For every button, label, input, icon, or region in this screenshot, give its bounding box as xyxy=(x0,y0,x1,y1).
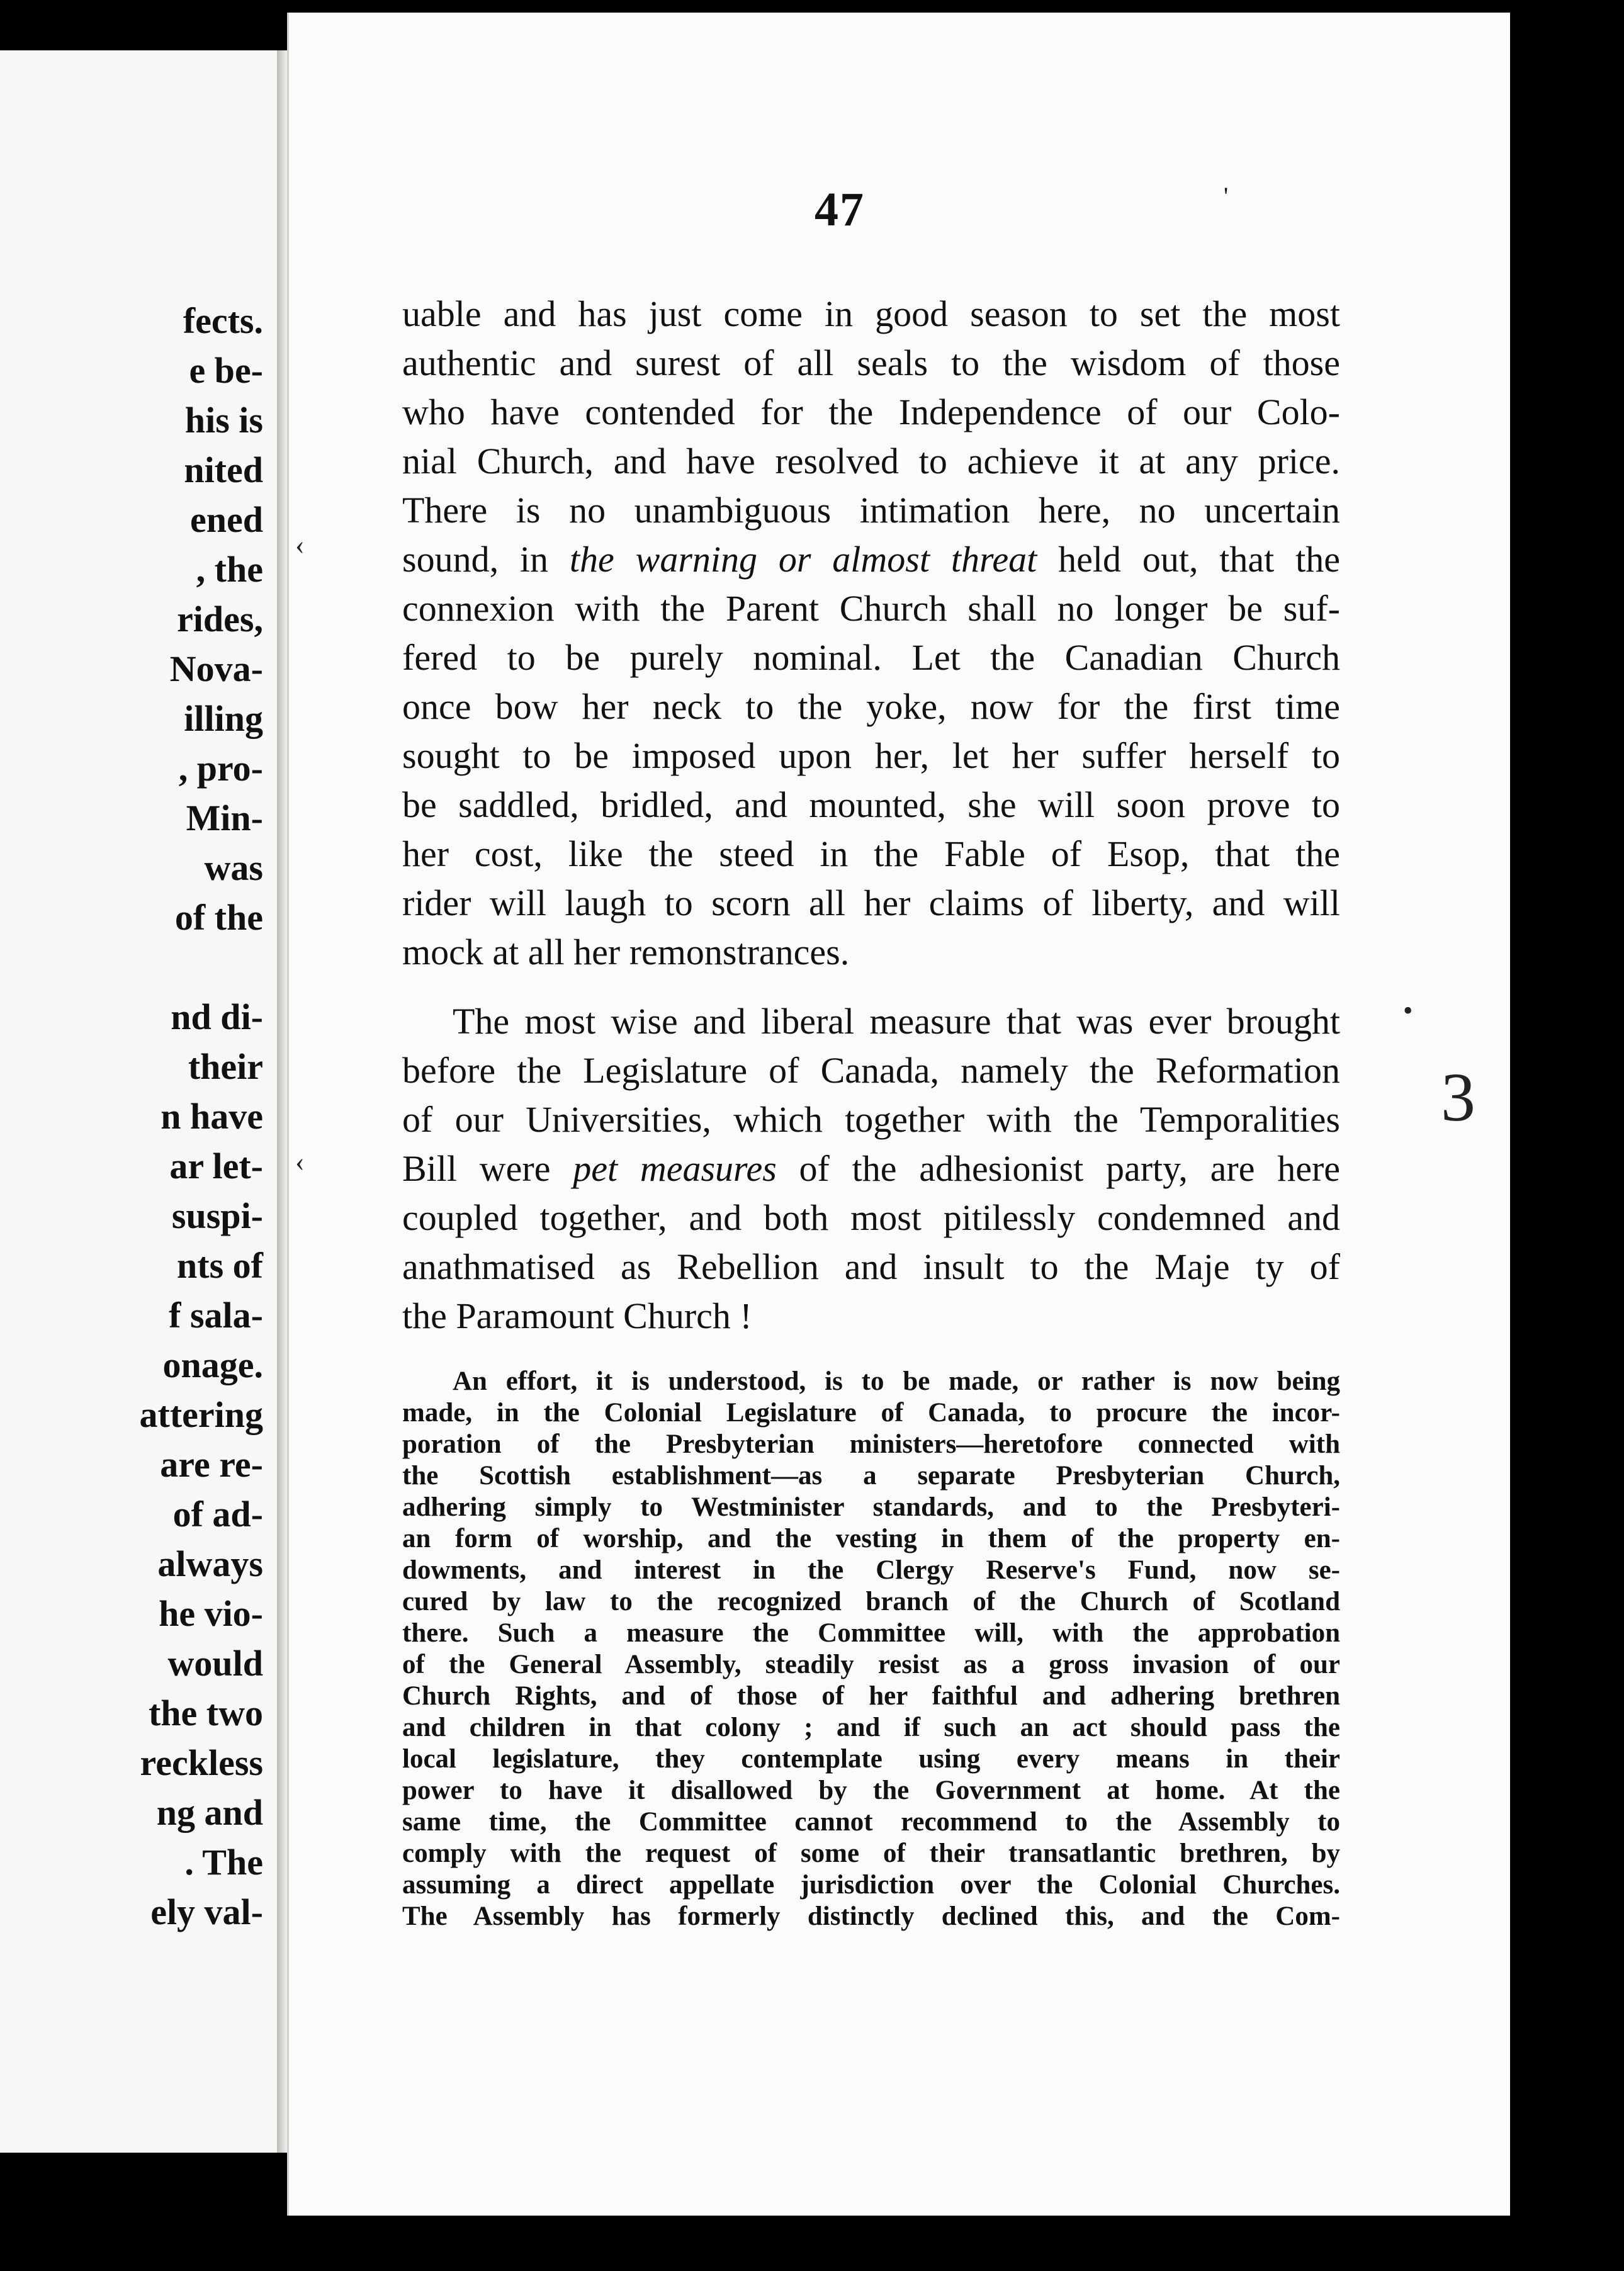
left-page-line: nited xyxy=(184,449,263,490)
left-page-line: are re- xyxy=(160,1444,263,1485)
left-page-line: , the xyxy=(196,549,263,590)
text-fragment: sound, in xyxy=(402,539,570,580)
margin-mark: ‹ xyxy=(295,529,305,560)
footnote-line: poration of the Presbyterian ministers—heretofore connected with xyxy=(402,1429,1340,1459)
text-line: sought to be imposed upon her, let her suffer herself to xyxy=(402,735,1340,776)
text-line: connexion with the Parent Church shall no longer be suf- xyxy=(402,588,1340,629)
left-page-line: the two xyxy=(148,1693,263,1733)
left-page-line: of the xyxy=(174,897,263,938)
left-page-line: suspi- xyxy=(171,1195,263,1236)
footnote-line: the Scottish establishment—as a separate Presbyterian Church, xyxy=(402,1461,1340,1491)
left-page-line: nts of xyxy=(177,1245,263,1286)
text-line: the Paramount Church ! xyxy=(402,1295,752,1336)
left-page-line: . The xyxy=(184,1842,263,1883)
left-page-line: fects. xyxy=(183,300,263,341)
text-line: her cost, like the steed in the Fable of Esop, that the xyxy=(402,833,1340,874)
left-page-line: his is xyxy=(184,400,263,441)
footnote-line: cured by law to the recognized branch of the Church of Scotland xyxy=(402,1587,1340,1616)
left-page-line: ar let- xyxy=(169,1146,263,1186)
text-line: rider will laugh to scorn all her claims of liberty, and will xyxy=(402,882,1340,923)
left-page-line: was xyxy=(204,847,263,888)
left-page-line: he vio- xyxy=(159,1593,263,1634)
footnote-line: power to have it disallowed by the Government at home. At the xyxy=(402,1776,1340,1805)
left-page-line: reckless xyxy=(140,1742,263,1783)
text-line: who have contended for the Independence of our Colo- xyxy=(402,392,1340,432)
book-gutter xyxy=(277,50,287,2153)
footnote-line: Church Rights, and of those of her faithful and adhering brethren xyxy=(402,1681,1340,1711)
left-page-line: , pro- xyxy=(178,748,263,789)
left-page-line: attering xyxy=(139,1394,263,1435)
text-fragment: held out, that the xyxy=(1037,539,1340,580)
text-line xyxy=(402,1144,1340,1193)
footnote-line: assuming a direct appellate jurisdiction over the Colonial Churches. xyxy=(402,1870,1340,1900)
margin-mark: • xyxy=(1403,995,1413,1026)
footnote xyxy=(402,1366,1340,1932)
footnote-line: an form of worship, and the vesting in them of the property en- xyxy=(402,1524,1340,1553)
main-page xyxy=(287,13,1510,2216)
left-page-line xyxy=(140,942,264,992)
text-line: There is no unambiguous intimation here, no uncertain xyxy=(402,490,1340,531)
left-page-line: nd di- xyxy=(171,996,263,1037)
text-fragment: Bill were xyxy=(402,1148,573,1189)
text-line: uable and has just come in good season to set the most xyxy=(402,293,1340,334)
footnote-line: same time, the Committee cannot recommend to the Assembly to xyxy=(402,1807,1340,1837)
margin-mark: 3 xyxy=(1441,1059,1475,1136)
page-number: 47 xyxy=(815,183,865,236)
left-page-line: of ad- xyxy=(172,1494,263,1535)
footnote-line: dowments, and interest in the Clergy Reserve's Fund, now se- xyxy=(402,1555,1340,1585)
text-line: be saddled, bridled, and mounted, she will soon prove to xyxy=(402,784,1340,825)
text-line: nial Church, and have resolved to achieve it at any price. xyxy=(402,441,1340,482)
text-line xyxy=(402,535,1340,584)
left-page-text xyxy=(140,296,264,1937)
footnote-line: comply with the request of some of their transatlantic brethren, by xyxy=(402,1839,1340,1868)
text-line: mock at all her remonstrances. xyxy=(402,932,850,972)
footnote-line: The Assembly has formerly distinctly declined this, and the Com- xyxy=(402,1902,1340,1931)
paragraph-2 xyxy=(402,997,1340,1341)
margin-mark: ‹ xyxy=(295,1146,305,1177)
text-line: The most wise and liberal measure that was ever brought xyxy=(453,1001,1340,1042)
text-line: anathmatised as Rebellion and insult to the Maje ty of xyxy=(402,1246,1340,1287)
footnote-line: there. Such a measure the Committee will, with the approbation xyxy=(402,1618,1340,1648)
footnote-line: made, in the Colonial Legislature of Canada, to procure the incor- xyxy=(402,1398,1340,1428)
left-facing-page xyxy=(0,50,279,2153)
left-page-line: would xyxy=(167,1643,263,1684)
left-page-line: their xyxy=(188,1046,263,1087)
text-line: before the Legislature of Canada, namely the Reformation xyxy=(402,1050,1340,1091)
text-line: coupled together, and both most pitilessly condemned and xyxy=(402,1197,1340,1238)
footnote-line: local legislature, they contemplate using every means in their xyxy=(402,1744,1340,1774)
left-page-line: n have xyxy=(161,1096,263,1137)
page-mark: ' xyxy=(1224,182,1229,210)
text-line: authentic and surest of all seals to the wisdom of those xyxy=(402,342,1340,383)
text-fragment: of the adhesionist party, are here xyxy=(776,1148,1340,1189)
left-page-line: rides, xyxy=(177,599,263,640)
left-page-line: Nova- xyxy=(169,648,263,689)
paragraph-1 xyxy=(402,290,1340,977)
italic-phrase: pet measures xyxy=(573,1148,777,1189)
left-page-line: ely val- xyxy=(150,1891,263,1932)
left-page-line: e be- xyxy=(189,350,263,391)
main-text xyxy=(402,290,1340,1341)
left-page-line: Min- xyxy=(186,797,263,838)
footnote-line: and children in that colony ; and if such an act should pass the xyxy=(402,1713,1340,1742)
left-page-line: illing xyxy=(184,698,263,739)
footnote-line: of the General Assembly, steadily resist as a gross invasion of our xyxy=(402,1650,1340,1679)
left-page-line: f sala- xyxy=(169,1295,263,1336)
text-line: once bow her neck to the yoke, now for the first time xyxy=(402,686,1340,727)
left-page-line: onage. xyxy=(162,1344,263,1385)
left-page-line: ng and xyxy=(156,1792,263,1833)
text-line: of our Universities, which together with the Temporalities xyxy=(402,1099,1340,1140)
left-page-line: ened xyxy=(190,499,263,540)
text-line: fered to be purely nominal. Let the Canadian Church xyxy=(402,637,1340,678)
left-page-line: always xyxy=(157,1543,263,1584)
footnote-line: An effort, it is understood, is to be made, or rather is now being xyxy=(453,1367,1340,1396)
footnote-line: adhering simply to Westminister standards, and to the Presbyteri- xyxy=(402,1492,1340,1522)
italic-phrase: the warning or almost threat xyxy=(569,539,1037,580)
